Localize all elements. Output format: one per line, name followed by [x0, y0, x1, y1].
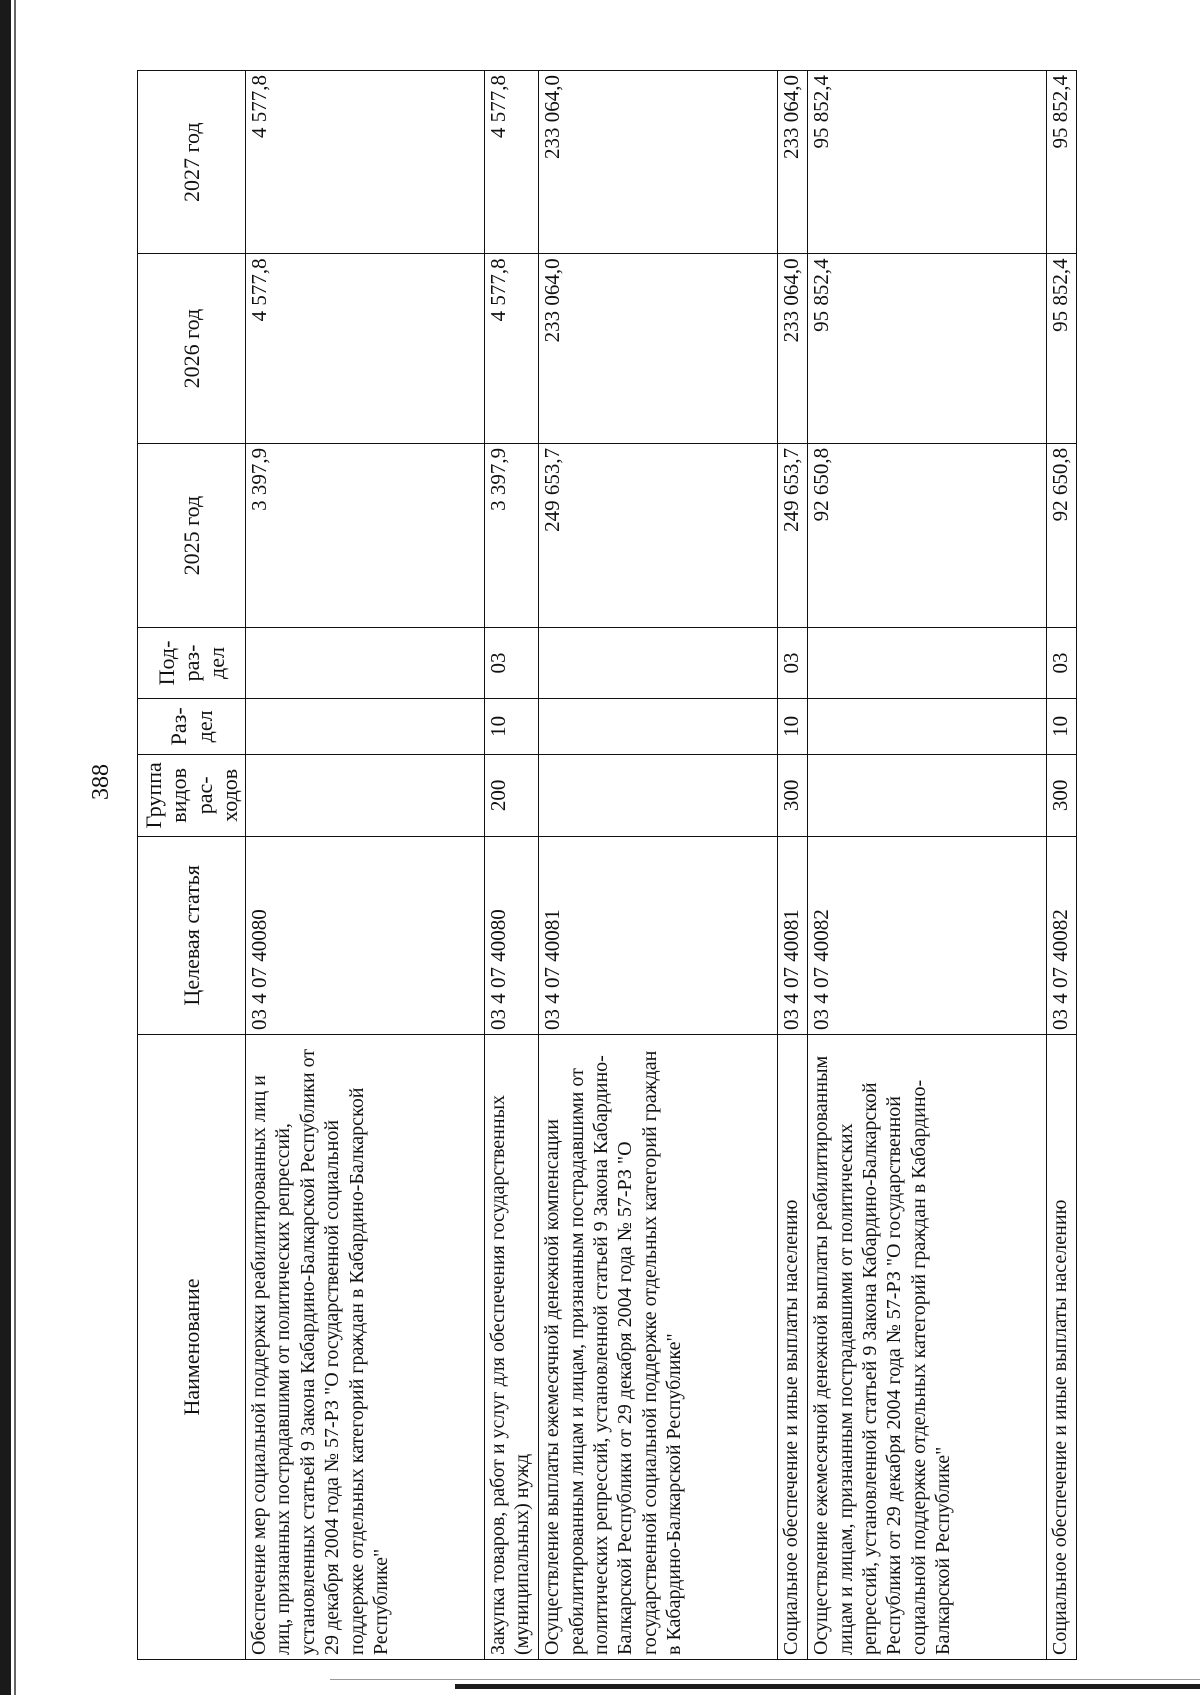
- table-row: [1047, 71, 1077, 1660]
- cell-2026: 4 577,8: [246, 254, 485, 444]
- cell-target: 03 4 07 40082: [1047, 836, 1077, 1034]
- table-row: [539, 71, 778, 1660]
- cell-2027: 4 577,8: [485, 71, 539, 254]
- header-target: Целевая статья: [138, 836, 246, 1034]
- cell-subsection: [246, 628, 485, 698]
- scan-left-line: [14, 0, 16, 1695]
- cell-group: [246, 755, 485, 837]
- cell-section: [246, 698, 485, 754]
- cell-section: 10: [1047, 698, 1077, 754]
- cell-name: Осуществление выплаты ежемесячной денежной компенсации реабилитированным лицам и лицам, признанным пострадавшими от политических репрессий, установленной статьей 9 Закона Кабардино-Балкарской Республики от 29 декабря 2004 года № 57-РЗ "О государственной социальной поддержке отдельных категорий граждан в Кабардино-Балкарской Республике": [539, 1034, 778, 1659]
- cell-section: 10: [778, 698, 808, 754]
- cell-name: Закупка товаров, работ и услуг для обеспечения государственных (муниципальных) нужд: [485, 1034, 539, 1659]
- cell-2026: 233 064,0: [778, 254, 808, 444]
- cell-target: 03 4 07 40081: [778, 836, 808, 1034]
- cell-group: [539, 755, 778, 837]
- header-2027: 2027 год: [138, 71, 246, 254]
- table-row: [778, 71, 808, 1660]
- cell-2025: 249 653,7: [778, 443, 808, 628]
- scan-bottom-line: [330, 1679, 1200, 1680]
- cell-name: Социальное обеспечение и иные выплаты населению: [1047, 1034, 1077, 1659]
- header-subsection: Под-раз-дел: [138, 628, 246, 698]
- cell-group: 300: [778, 755, 808, 837]
- cell-2027: 4 577,8: [246, 71, 485, 254]
- cell-target: 03 4 07 40080: [485, 836, 539, 1034]
- header-name: Наименование: [138, 1034, 246, 1659]
- cell-target: 03 4 07 40082: [808, 836, 1047, 1034]
- cell-2026: 4 577,8: [485, 254, 539, 444]
- cell-group: 200: [485, 755, 539, 837]
- cell-2027: 95 852,4: [1047, 71, 1077, 254]
- cell-subsection: [808, 628, 1047, 698]
- cell-2025: 92 650,8: [808, 443, 1047, 628]
- cell-group: [808, 755, 1047, 837]
- cell-name: Социальное обеспечение и иные выплаты населению: [778, 1034, 808, 1659]
- budget-table: [137, 70, 1077, 1660]
- table-row: [808, 71, 1047, 1660]
- cell-subsection: 03: [778, 628, 808, 698]
- cell-2025: 92 650,8: [1047, 443, 1077, 628]
- cell-section: 10: [485, 698, 539, 754]
- cell-name: Обеспечение мер социальной поддержки реабилитированных лиц и лиц, признанных пострадавшими от политических репрессий, установленных статьей 9 Закона Кабардино-Балкарской Республики от 29 декабря 2004 года № 57-РЗ "О государственной социальной поддержке отдельных категорий граждан в Кабардино-Балкарской Республике": [246, 1034, 485, 1659]
- cell-2025: 3 397,9: [485, 443, 539, 628]
- cell-name: Осуществление ежемесячной денежной выплаты реабилитированным лицам и лицам, признанным пострадавшими от политических репрессий, установленной статьей 9 Закона Кабардино-Балкарской Республики от 29 декабря 2004 года № 57-РЗ "О государственной социальной поддержке отдельных категорий граждан в Кабардино-Балкарской Республике": [808, 1034, 1047, 1659]
- page-number: 388: [88, 764, 114, 800]
- cell-target: 03 4 07 40081: [539, 836, 778, 1034]
- cell-section: [539, 698, 778, 754]
- header-section: Раз-дел: [138, 698, 246, 754]
- header-group: Группа видов рас-ходов: [138, 755, 246, 837]
- table-row: [485, 71, 539, 1660]
- cell-2027: 233 064,0: [539, 71, 778, 254]
- cell-2025: 249 653,7: [539, 443, 778, 628]
- budget-table-container: [137, 70, 1077, 1660]
- cell-2026: 95 852,4: [808, 254, 1047, 444]
- table-row: [246, 71, 485, 1660]
- cell-subsection: [539, 628, 778, 698]
- table-header-row: [138, 71, 246, 1660]
- scan-bottom-edge: [455, 1684, 1200, 1689]
- cell-subsection: 03: [1047, 628, 1077, 698]
- cell-subsection: 03: [485, 628, 539, 698]
- cell-2026: 233 064,0: [539, 254, 778, 444]
- cell-2027: 233 064,0: [778, 71, 808, 254]
- header-2026: 2026 год: [138, 254, 246, 444]
- scan-left-edge: [0, 0, 11, 1695]
- cell-2026: 95 852,4: [1047, 254, 1077, 444]
- cell-section: [808, 698, 1047, 754]
- cell-2027: 95 852,4: [808, 71, 1047, 254]
- cell-target: 03 4 07 40080: [246, 836, 485, 1034]
- header-2025: 2025 год: [138, 443, 246, 628]
- cell-group: 300: [1047, 755, 1077, 837]
- cell-2025: 3 397,9: [246, 443, 485, 628]
